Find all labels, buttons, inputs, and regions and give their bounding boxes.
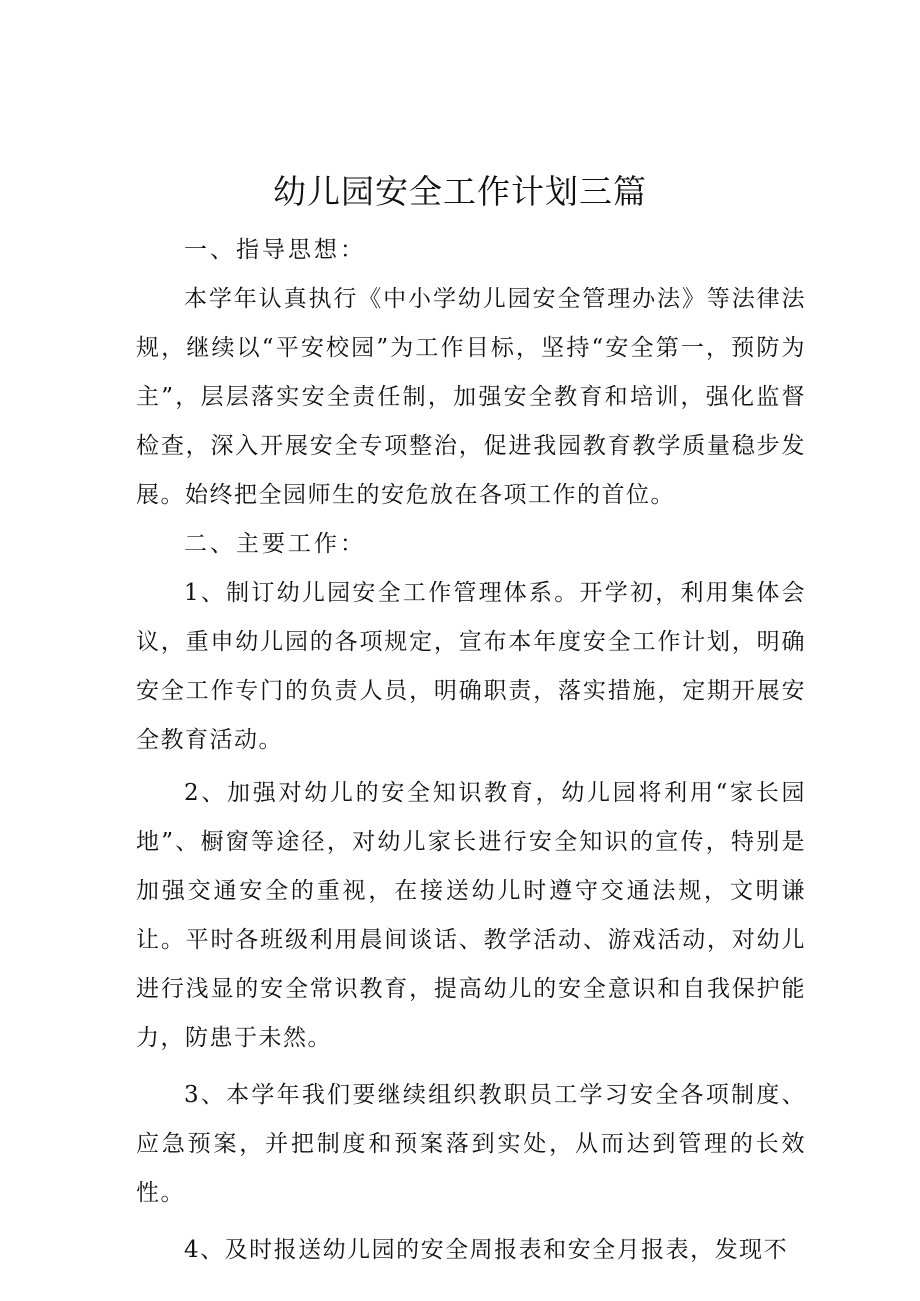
document-body [136, 226, 806, 1275]
paragraph-item-4: 4、及时报送幼儿园的安全周报表和安全月报表，发现不 [184, 1237, 789, 1263]
paragraph-guiding-thought: 本学年认真执行《中小学幼儿园安全管理办法》等法律法规，继续以“平安校园”为工作目标，坚持“安全第一，预防为主”，层层落实安全责任制，加强安全教育和培训，强化监督检查，深入开展安全专项整治，促进我园教育教学质量稳步发展。始终把全园师生的安危放在各项工作的首位。 [136, 286, 806, 508]
section-heading-guiding-thought: 一、指导思想： [184, 237, 366, 263]
paragraph-item-2: 2、加强对幼儿的安全知识教育，幼儿园将利用“家长园地”、橱窗等途径，对幼儿家长进行安全知识的宣传，特别是加强交通安全的重视，在接送幼儿时遵守交通法规，文明谦让。平时各班级利用晨间谈话、教学活动、游戏活动，对幼儿进行浅显的安全常识教育，提高幼儿的安全意识和自我保护能力，防患于未然。 [136, 780, 806, 1051]
paragraph-item-3: 3、本学年我们要继续组织教职员工学习安全各项制度、应急预案，并把制度和预案落到实处，从而达到管理的长效性。 [136, 1082, 806, 1206]
section-heading-main-work: 二、主要工作： [184, 531, 366, 557]
document-title: 幼儿园安全工作计划三篇 [273, 172, 647, 211]
paragraph-item-1: 1、制订幼儿园安全工作管理体系。开学初，利用集体会议，重申幼儿园的各项规定，宣布本年度安全工作计划，明确安全工作专门的负责人员，明确职责，落实措施，定期开展安全教育活动。 [136, 580, 806, 753]
